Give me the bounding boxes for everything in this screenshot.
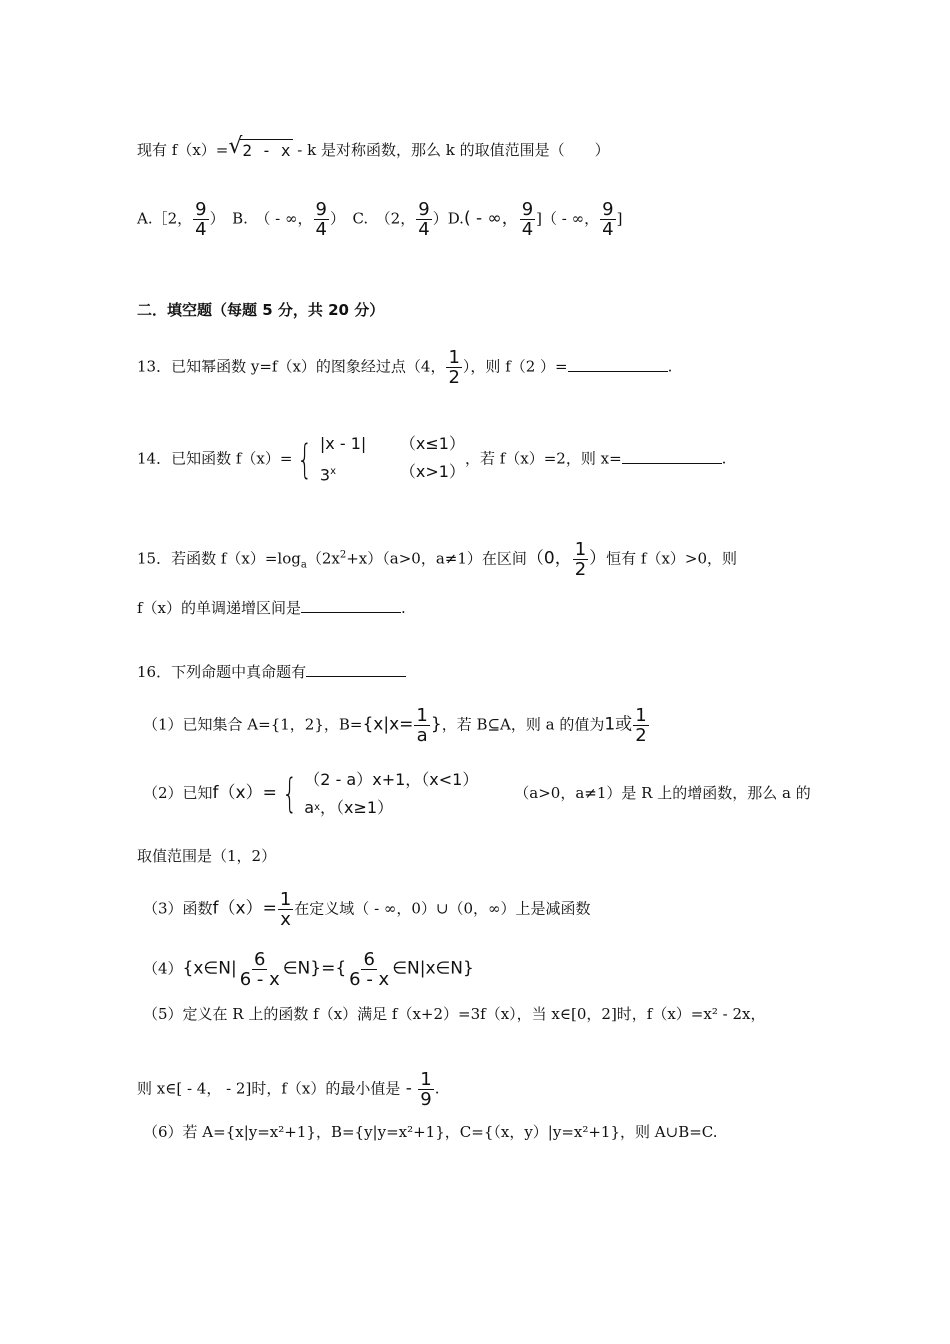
q15-prefix: 15．若函数 f（x）=log bbox=[137, 549, 301, 568]
q12-stem bbox=[137, 134, 610, 161]
piecewise-function bbox=[277, 766, 514, 822]
p2-prefix: （2）已知 bbox=[143, 784, 213, 802]
q12-options bbox=[137, 200, 622, 239]
p5-minus: - bbox=[400, 1078, 418, 1099]
q16-p2 bbox=[143, 766, 811, 822]
p5-end: . bbox=[434, 1079, 440, 1098]
fraction: $\frac{1}{a}$ bbox=[416, 705, 428, 746]
log-base: a bbox=[300, 559, 307, 571]
p4-prefix: （4） bbox=[143, 959, 183, 978]
p3-suffix: 在定义域（ - ∞，0）∪（0，∞）上是减函数 bbox=[294, 899, 591, 918]
q15-line2 bbox=[137, 598, 406, 618]
fraction: $\frac{1}{2}$ bbox=[574, 539, 587, 580]
fraction: $\frac{9}{4}$ bbox=[602, 199, 614, 240]
q15 bbox=[137, 540, 737, 579]
p4-equals: ∈N}={ bbox=[282, 958, 347, 979]
p2-function: f（x）= bbox=[212, 783, 277, 803]
q15-mid1: （2x bbox=[306, 549, 340, 568]
q16-p2-line2: 取值范围是（1，2） bbox=[137, 847, 277, 865]
q15-exponent: 2 bbox=[339, 549, 347, 561]
q14-suffix: ，若 f（x）=2，则 x= bbox=[464, 449, 622, 468]
fraction: $\frac{1}{x}$ bbox=[279, 889, 292, 930]
q16-p3 bbox=[143, 890, 591, 929]
piecewise-function bbox=[292, 430, 465, 489]
fraction: $\frac{9}{4}$ bbox=[418, 199, 430, 240]
fraction: $\frac{6}{6 - x}$ bbox=[239, 949, 280, 990]
case1-cond: （x≤1） bbox=[399, 434, 465, 453]
fraction: $\frac{1}{9}$ bbox=[420, 1069, 432, 1110]
section-heading: 二．填空题（每题 5 分，共 20 分） bbox=[137, 301, 385, 319]
p3-function: f（x）= bbox=[212, 898, 277, 919]
answer-blank bbox=[306, 662, 406, 677]
p4-set-b: ∈N|x∈N} bbox=[392, 958, 474, 979]
brace-icon: { bbox=[281, 771, 298, 817]
q13-suffix: ），则 f（2 ）= bbox=[462, 357, 568, 376]
p2-suffix: （a>0，a≠1）是 R 上的增函数，那么 a 的 bbox=[514, 784, 811, 802]
fraction: $\frac{9}{4}$ bbox=[195, 199, 207, 240]
q16-p5: （5）定义在 R 上的函数 f（x）满足 f（x+2）=3f（x），当 x∈[0，2]时，f（x）=x² - 2x， bbox=[143, 1005, 766, 1023]
sqrt-expression: √ 2 - x bbox=[228, 134, 291, 160]
fraction: $\frac{9}{4}$ bbox=[521, 199, 534, 240]
option-c-label: ） C. （2， bbox=[329, 209, 416, 228]
q12-stem-suffix: - k 是对称函数，那么 k 的取值范围是（ ） bbox=[292, 141, 610, 159]
p1-mid: ，若 B⊆A，则 a 的值为 bbox=[441, 715, 605, 734]
q16-p5-line2 bbox=[137, 1070, 440, 1109]
q14-end: . bbox=[721, 449, 727, 468]
case2-cond: （x>1） bbox=[399, 462, 465, 481]
p1-prefix: （1）已知集合 A={1，2}，B= bbox=[143, 715, 363, 734]
q14 bbox=[137, 430, 726, 489]
q16-p4 bbox=[143, 950, 474, 989]
fraction: $\frac{1}{2}$ bbox=[448, 347, 460, 388]
q16-title-text: 16．下列命题中真命题有 bbox=[137, 663, 307, 681]
option-d-mid: ]（ - ∞， bbox=[536, 209, 600, 228]
p1-answer: 1或 bbox=[604, 714, 633, 735]
cases bbox=[304, 766, 514, 822]
option-b-label: ） B. （ - ∞， bbox=[209, 209, 313, 228]
fraction: $\frac{1}{2}$ bbox=[635, 705, 647, 746]
q14-prefix: 14．已知函数 f（x）= bbox=[137, 449, 293, 468]
answer-blank bbox=[568, 357, 668, 372]
q15-suffix: 恒有 f（x）>0，则 bbox=[606, 549, 738, 568]
q16-title bbox=[137, 662, 406, 682]
fraction: $\frac{9}{4}$ bbox=[315, 199, 327, 240]
brace-icon: { bbox=[297, 436, 313, 483]
case2-expr: 3$^x$ bbox=[319, 465, 336, 485]
p5-line2-prefix: 则 x∈[ - 4， - 2]时，f（x）的最小值是 bbox=[137, 1079, 401, 1098]
p3-prefix: （3）函数 bbox=[143, 899, 213, 918]
q15-mid2: +x）（a>0，a≠1）在区间 bbox=[346, 549, 527, 568]
case1-expr: |x - 1| bbox=[319, 434, 367, 453]
p1-set-open: {x|x= bbox=[362, 714, 414, 735]
option-d-label: ）D. bbox=[432, 209, 464, 228]
q13-end: . bbox=[667, 357, 673, 376]
q16-p1 bbox=[143, 706, 650, 745]
answer-blank bbox=[301, 598, 401, 613]
option-d-end: ] bbox=[616, 209, 623, 228]
q13 bbox=[137, 348, 672, 387]
interval-open: （0， bbox=[526, 548, 572, 569]
option-d-math: ( - ∞， bbox=[463, 208, 519, 229]
case1: （2 - a）x+1，（x<1） bbox=[304, 770, 479, 789]
cases bbox=[320, 430, 465, 489]
p4-set-a: {x∈N| bbox=[182, 958, 237, 979]
interval-close: ） bbox=[589, 548, 607, 569]
q12-stem-prefix: 现有 f（x）= bbox=[137, 141, 229, 159]
q13-prefix: 13．已知幂函数 y=f（x）的图象经过点（4， bbox=[137, 357, 446, 376]
q15-end: . bbox=[401, 599, 406, 617]
sqrt-radicand: 2 - x bbox=[242, 141, 291, 160]
case2: a x ，（x≥1） bbox=[304, 798, 394, 817]
p1-set-close: } bbox=[430, 714, 442, 735]
q16-p6: （6）若 A={x|y=x²+1}，B={y|y=x²+1}，C={（x，y）|y=x²+1}，则 A∪B=C. bbox=[143, 1123, 718, 1141]
option-a-label: A.［2， bbox=[137, 209, 193, 228]
q15-line2-text: f（x）的单调递增区间是 bbox=[137, 599, 302, 617]
fraction: $\frac{6}{6 - x}$ bbox=[349, 949, 390, 990]
answer-blank bbox=[622, 449, 722, 464]
